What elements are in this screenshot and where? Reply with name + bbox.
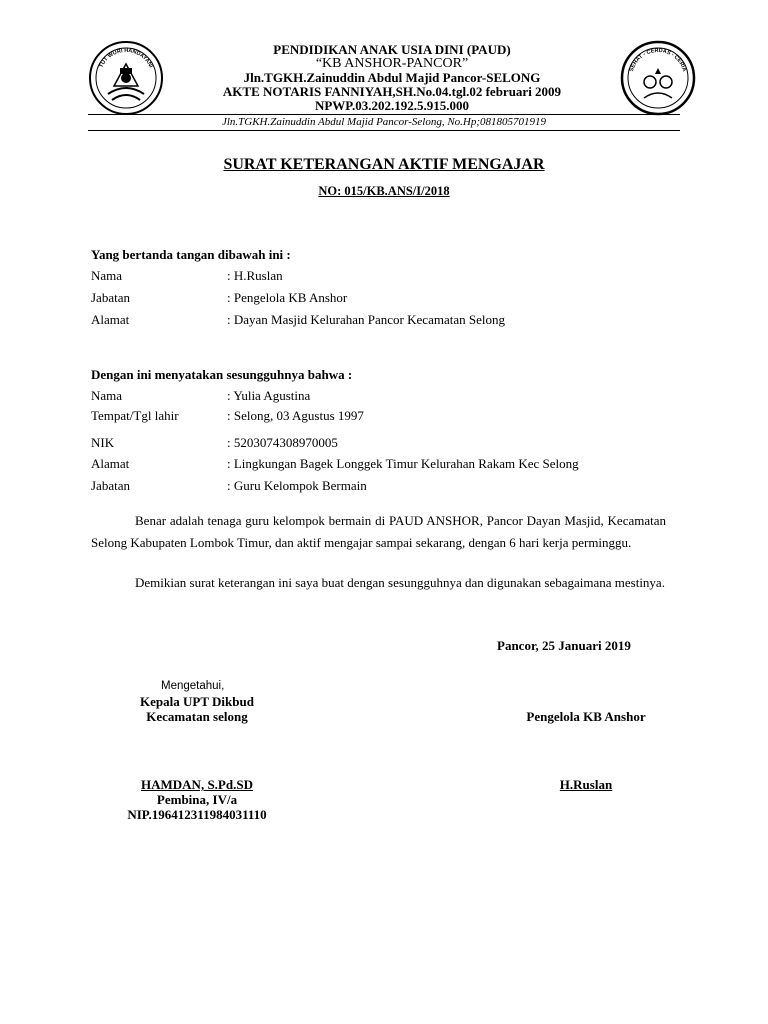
letterhead-divider-top [88,114,680,115]
section1-label-nama: Nama [91,268,123,283]
section2-label-alamat: Alamat [91,456,130,471]
left-signatory-nip: NIP.196412311984031110 [127,807,267,822]
section2-value-nik: : 5203074308970005 [227,435,338,450]
letterhead-line1: PENDIDIKAN ANAK USIA DINI (PAUD) [273,42,511,57]
acknowledged-label: Mengetahui, [161,680,225,692]
section2-label-jabatan: Jabatan [91,478,130,493]
section2-value-birth: : Selong, 03 Agustus 1997 [227,408,364,423]
right-signatory-name: H.Ruslan [559,777,613,792]
section1-value-jabatan: : Pengelola KB Anshor [227,290,348,305]
section2-value-alamat: : Lingkungan Bagek Longgek Timur Kelurahan Rakam Kec Selong [227,456,579,471]
document-title: SURAT KETERANGAN AKTIF MENGAJAR [223,156,545,173]
svg-text:SEHAT - CERDAS - CERIA: SEHAT - CERDAS - CERIA [628,47,688,73]
section2-label-nama: Nama [91,388,123,403]
letterhead-sub-address: Jln.TGKH.Zainuddin Abdul Majid Pancor-Selong, No.Hp;081805701919 [221,116,547,128]
left-signatory-rank: Pembina, IV/a [156,792,238,807]
body-paragraph-1: Benar adalah tenaga guru kelompok bermain di PAUD ANSHOR, Pancor Dayan Masjid, Kecamatan Selong Kabupaten Lombok Timur, dan aktif mengajar sampai sekarang, dengan 6 hari kerja perminggu. [91,513,666,550]
section2-value-jabatan: : Guru Kelompok Bermain [227,478,367,493]
letterhead-line3: Jln.TGKH.Zainuddin Abdul Majid Pancor-SELONG [243,70,541,85]
body-paragraph-2: Demikian surat keterangan ini saya buat dengan sesungguhnya dan digunakan sebagaimana mestinya. [135,575,665,590]
left-signatory-position2: Kecamatan selong [146,709,248,724]
paud-logo [618,38,698,118]
section1-label-jabatan: Jabatan [91,290,130,305]
section2-label-birth: Tempat/Tgl lahir [91,408,179,423]
section2-value-nama: : Yulia Agustina [227,388,311,403]
letterhead-line2: “KB ANSHOR-PANCOR” [315,56,469,71]
document-number: NO: 015/KB.ANS/I/2018 [318,184,450,198]
section1-heading: Yang bertanda tangan dibawah ini : [91,247,291,262]
section1-value-nama: : H.Ruslan [227,268,283,283]
place-date: Pancor, 25 Januari 2019 [497,638,631,653]
left-signatory-name: HAMDAN, S.Pd.SD [141,777,253,792]
left-signatory-position1: Kepala UPT Dikbud [140,694,254,709]
section1-label-alamat: Alamat [91,312,130,327]
letterhead-divider-bottom [88,130,680,131]
section2-heading: Dengan ini menyatakan sesungguhnya bahwa : [91,367,353,382]
tut-wuri-handayani-logo [86,38,166,118]
section2-label-nik: NIK [91,435,115,450]
svg-text:TUT WURI HANDAYANI: TUT WURI HANDAYANI [98,47,154,69]
section1-value-alamat: : Dayan Masjid Kelurahan Pancor Kecamatan Selong [227,312,505,327]
letterhead-line4: AKTE NOTARIS FANNIYAH,SH.No.04.tgl.02 februari 2009 [222,84,562,99]
right-signatory-position: Pengelola KB Anshor [526,709,646,724]
letterhead-line5: NPWP.03.202.192.5.915.000 [314,98,470,113]
